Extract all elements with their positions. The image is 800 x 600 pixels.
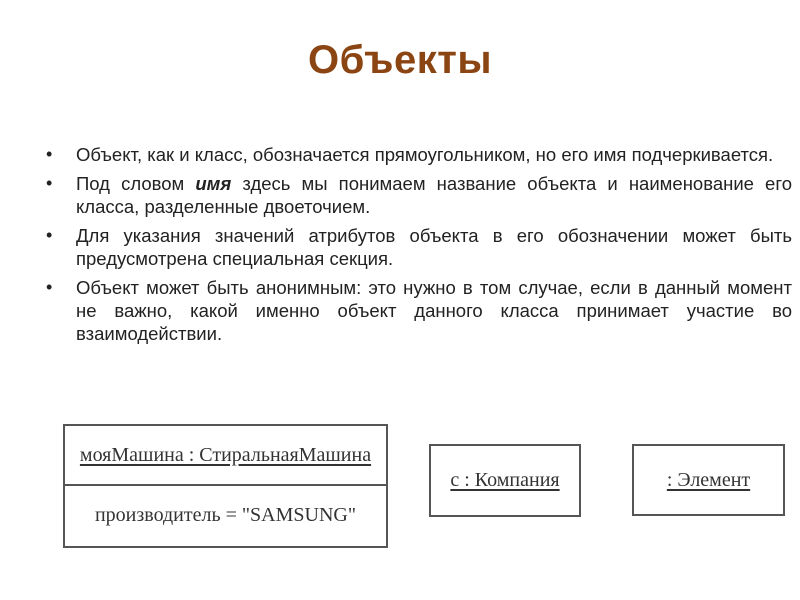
bullet-text-after: здесь мы понимаем название объекта и наименование его класса, разделенные двоеточием. (76, 173, 792, 217)
bullet-dot-icon: • (46, 277, 53, 297)
bullet-dot-icon: • (46, 173, 53, 193)
object-attribute: производитель = "SAMSUNG" (94, 503, 357, 526)
object-diagram-company (429, 444, 581, 517)
object-name: : Элемент (666, 468, 751, 491)
bullet-item (44, 143, 792, 166)
bullet-item (44, 276, 792, 345)
bullet-emphasis: имя (195, 173, 232, 194)
slide-title: Объекты (308, 38, 492, 82)
bullet-list (44, 143, 792, 351)
bullet-text: Объект, как и класс, обозначается прямоугольником, но его имя подчеркивается. (76, 144, 774, 165)
object-diagram-anonymous-element (632, 444, 785, 516)
bullet-text: Для указания значений атрибутов объекта в его обозначении может быть предусмотрена специальная секция. (76, 225, 792, 269)
bullet-item (44, 172, 792, 218)
object-name-section (65, 426, 386, 486)
bullet-item (44, 224, 792, 270)
bullet-text: Объект может быть анонимным: это нужно в том случае, если в данный момент не важно, какой именно объект данного класса принимает участие во взаимодействии. (76, 277, 792, 344)
bullet-text-before: Под словом (76, 173, 196, 194)
object-name: с : Компания (450, 469, 560, 491)
bullet-dot-icon: • (46, 225, 53, 245)
object-diagram-washing-machine (63, 424, 388, 548)
bullet-dot-icon: • (46, 144, 53, 164)
object-name: мояМашина : СтиральнаяМашина (79, 443, 372, 466)
